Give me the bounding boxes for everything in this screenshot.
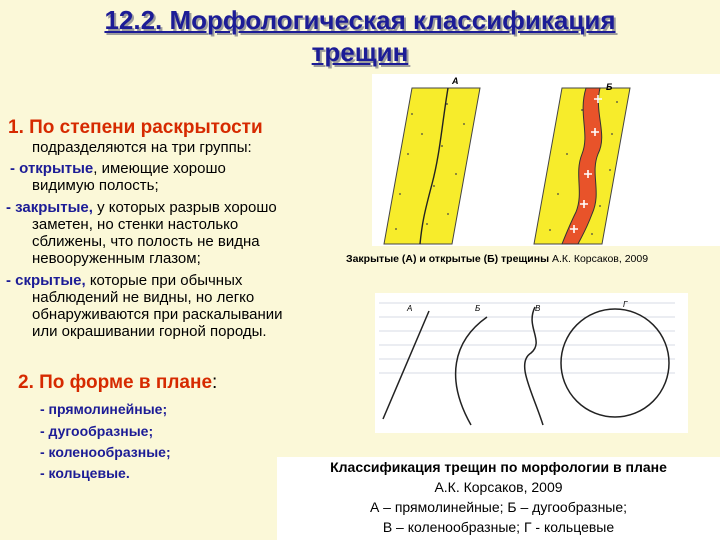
section2-heading — [18, 372, 217, 394]
figure2-caption — [277, 457, 720, 540]
section2-heading-text: 2. По форме в плане — [18, 372, 213, 393]
figure1-label-b: Б — [606, 82, 613, 92]
figure2-caption-legend-1: А – прямолинейные; Б – дугообразные; — [369, 499, 628, 515]
shape-a-straight-line — [383, 311, 429, 419]
figure1-caption-bold: Закрытые (А) и открытые (Б) трещины — [346, 253, 550, 265]
title-line-1: 12.2. Морфологическая классификация — [104, 5, 616, 35]
item-hidden-cont-2: обнаруживаются при раскалывании — [32, 306, 283, 323]
section1-heading: 1. По степени раскрытости — [8, 117, 263, 138]
figure2-label-b: Б — [475, 304, 481, 313]
item-closed-text: у которых разрыв хорошо — [92, 199, 277, 216]
figure2-caption-title: Классификация трещин по морфологии в плане — [330, 459, 667, 475]
figure-fracture-shapes — [375, 293, 688, 433]
shape-b-arc — [456, 317, 487, 425]
shape-ring: - кольцевые. — [40, 465, 130, 481]
item-hidden-text: которые при обычных — [85, 272, 243, 289]
item-closed-cont-2: сближены, что полость не видна — [32, 233, 260, 250]
figure2-label-a: А — [407, 304, 413, 313]
item-open-term: - открытые — [10, 160, 94, 177]
item-hidden-cont-3: или окрашивании горной породы. — [32, 323, 267, 340]
item-open — [10, 160, 226, 177]
shape-straight: - прямолинейные; — [40, 401, 168, 417]
item-closed — [6, 199, 277, 216]
figure1-label-a: А — [452, 76, 459, 86]
item-hidden-cont-1: наблюдений не видны, но легко — [32, 289, 255, 306]
figure2-caption-author: А.К. Корсаков, 2009 — [434, 479, 563, 495]
title-line-2: трещин — [311, 37, 409, 67]
figure2-label-d: Г — [623, 300, 628, 309]
item-hidden-term: - скрытые, — [6, 272, 86, 289]
shape-arc: - дугообразные; — [40, 423, 154, 439]
slide-title — [0, 4, 720, 68]
item-closed-cont-3: невооруженным глазом; — [32, 250, 201, 267]
section2-heading-colon: : — [212, 372, 218, 393]
item-closed-cont-1: заметен, но стенки настолько — [32, 216, 239, 233]
shape-knee: - коленообразные; — [40, 444, 171, 460]
shape-d-ring — [561, 309, 669, 417]
item-open-cont: видимую полость; — [32, 177, 159, 194]
figure1-caption — [346, 253, 648, 265]
figure1-caption-author: А.К. Корсаков, 2009 — [549, 253, 649, 265]
item-open-text: , имеющие хорошо — [93, 160, 226, 177]
item-hidden — [6, 272, 242, 289]
figure2-caption-legend-2: В – коленообразные; Г - кольцевые — [382, 519, 615, 535]
figure-closed-open-fractures — [372, 74, 720, 246]
rock-block-a — [384, 88, 480, 244]
item-closed-term: - закрытые, — [6, 199, 93, 216]
figure2-label-c: В — [535, 304, 541, 313]
section1-intro: подразделяются на три группы: — [32, 139, 252, 156]
shape-c-knee — [525, 307, 543, 425]
